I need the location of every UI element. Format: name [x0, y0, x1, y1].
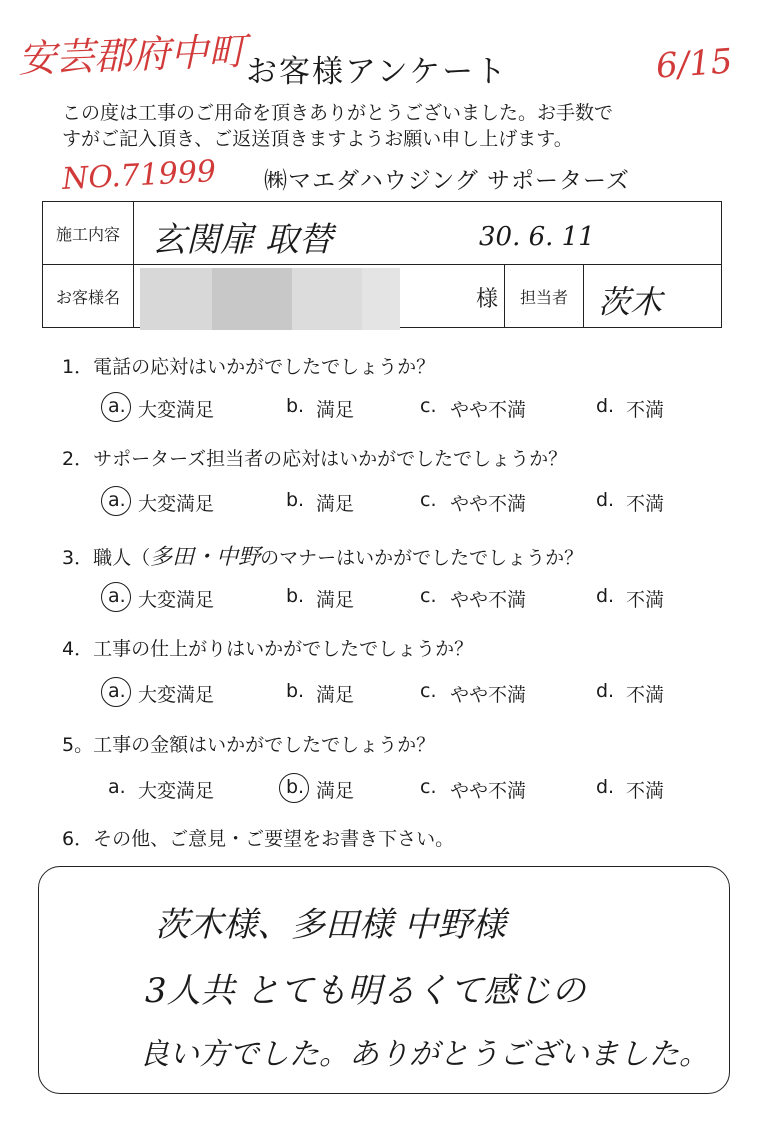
option-c-text: やや不満	[450, 684, 527, 706]
option-d-letter: d.	[596, 489, 615, 511]
option-c-letter: c.	[420, 680, 437, 702]
option-c-letter: c.	[420, 585, 437, 607]
option-b-text: 満足	[316, 589, 355, 611]
option-b-text: 満足	[316, 493, 355, 515]
option-d-letter: d.	[596, 395, 615, 417]
option-d-text: 不満	[626, 780, 665, 802]
work-label: 施工内容	[43, 202, 134, 265]
comment-line-3: 良い方でした。ありがとうございました。	[139, 1037, 709, 1072]
option-d-text: 不満	[626, 493, 665, 515]
question-2: 2．サポーターズ担当者の応対はいかがでしたでしょうか？	[62, 448, 568, 470]
selected-answer-circle	[279, 773, 309, 803]
staff-label: 担当者	[505, 265, 584, 328]
option-b-text: 満足	[316, 780, 355, 802]
staff-cell	[584, 265, 722, 328]
option-c-letter: c.	[420, 395, 437, 417]
selected-answer-circle	[101, 677, 131, 707]
option-a-text: 大変満足	[138, 493, 215, 515]
option-a-text: 大変満足	[138, 780, 215, 802]
page-title: お客様アンケート	[246, 54, 509, 90]
work-cell	[134, 202, 722, 265]
option-d-text: 不満	[626, 684, 665, 706]
option-b-letter: b.	[286, 395, 305, 417]
option-d-letter: d.	[596, 680, 615, 702]
option-c-text: やや不満	[450, 399, 527, 421]
comment-box	[38, 866, 730, 1094]
company-name: ㈱マエダハウジング サポーターズ	[264, 168, 630, 194]
comment-line-2: 3人共 とても明るくて感じの	[145, 971, 586, 1011]
question-3-after: のマナーはいかがでしたでしょうか？	[260, 547, 584, 569]
redacted-name-block-3	[292, 268, 362, 330]
option-d-text: 不満	[626, 589, 665, 611]
question-3-handwritten: 多田・中野	[150, 545, 261, 570]
option-a-letter: a.	[108, 489, 126, 511]
option-b-letter: b.	[286, 489, 305, 511]
option-a-text: 大変満足	[138, 399, 215, 421]
intro-line-1: この度は工事のご用命を頂きありがとうございました。お手数で	[62, 102, 614, 124]
redacted-name-block-4	[362, 268, 400, 330]
selected-answer-circle	[101, 486, 131, 516]
option-a-text: 大変満足	[138, 684, 215, 706]
redacted-name-block-1	[140, 268, 212, 330]
question-4: 4．工事の仕上がりはいかがでしたでしょうか？	[62, 638, 474, 660]
option-c-text: やや不満	[450, 493, 527, 515]
option-c-letter: c.	[420, 776, 437, 798]
option-a-letter: a.	[108, 395, 126, 417]
work-row	[43, 202, 722, 265]
option-a-letter: a.	[108, 680, 126, 702]
redacted-name-block-2	[212, 268, 292, 330]
option-c-text: やや不満	[450, 589, 527, 611]
customer-label: お客様名	[43, 265, 134, 328]
option-a-text: 大変満足	[138, 589, 215, 611]
option-b-text: 満足	[316, 399, 355, 421]
option-a-letter: a.	[108, 585, 126, 607]
staff-value: 茨木	[598, 283, 663, 321]
option-d-text: 不満	[626, 399, 665, 421]
handwritten-town: 安芸郡府中町	[17, 29, 247, 81]
comment-line-1: 茨木様、多田様 中野様	[155, 905, 506, 945]
option-d-letter: d.	[596, 776, 615, 798]
option-d-letter: d.	[596, 585, 615, 607]
comment-prompt: 6．その他、ご意見・ご要望をお書き下さい。	[62, 828, 455, 850]
handwritten-number: NO.71999	[61, 153, 217, 198]
question-3-before: 3．職人（	[62, 547, 151, 569]
option-b-letter: b.	[286, 680, 305, 702]
option-c-letter: c.	[420, 489, 437, 511]
customer-suffix: 様	[475, 287, 498, 312]
question-3	[62, 540, 583, 571]
question-1: 1．電話の応対はいかがでしたでしょうか？	[62, 356, 436, 378]
option-a-letter: a.	[108, 776, 126, 798]
intro-line-2: すがご記入頂き、ご返送頂きますようお願い申し上げます。	[62, 128, 573, 150]
handwritten-date: 6/15	[654, 41, 734, 87]
option-b-letter: b.	[286, 776, 305, 798]
option-c-text: やや不満	[450, 780, 527, 802]
intro-text	[62, 100, 613, 152]
option-b-text: 満足	[316, 684, 355, 706]
selected-answer-circle	[101, 582, 131, 612]
selected-answer-circle	[101, 392, 131, 422]
work-date: 30. 6. 11	[479, 222, 595, 252]
work-value: 玄関扉 取替	[152, 220, 333, 260]
question-5: 5。工事の金額はいかがでしたでしょうか？	[62, 734, 436, 756]
option-b-letter: b.	[286, 585, 305, 607]
